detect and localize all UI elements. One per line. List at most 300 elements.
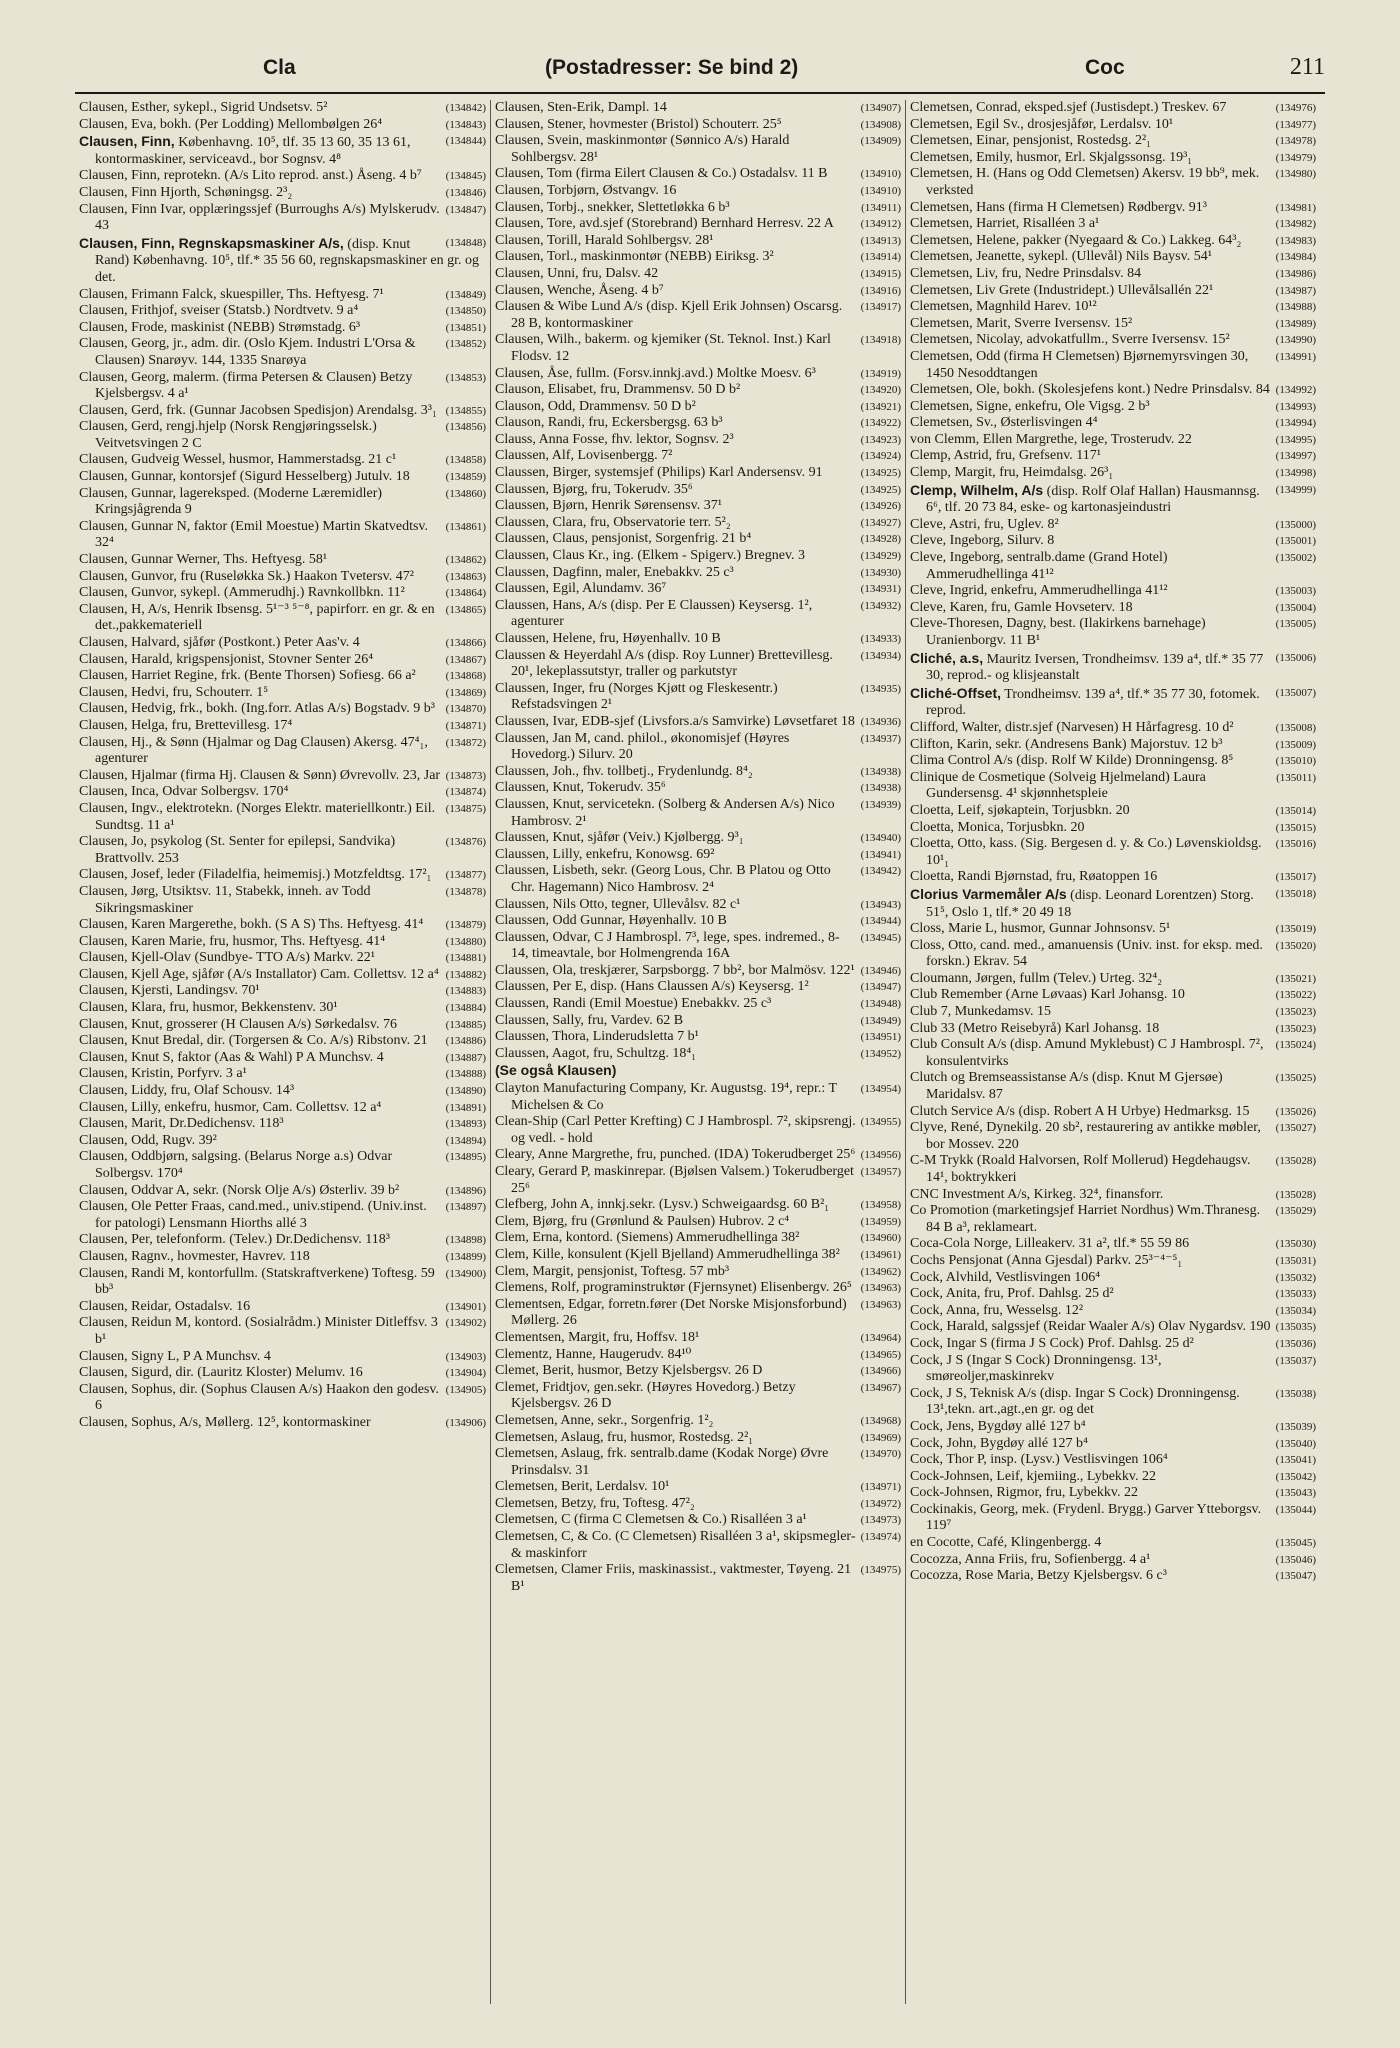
listing-entry (495, 1013, 901, 1030)
entry-details: (Sundbye- TTO A/s) Markv. 22¹ (194, 950, 375, 966)
listing-entry (495, 366, 901, 383)
entry-number: (134853) (445, 371, 486, 384)
entry-details: fullm. (Forsv.innkj.avd.) Moltke Moesv. 6³ (575, 365, 816, 381)
entry-details: disp. (Hans Claussen A/s) Keysersg. 1² (590, 979, 809, 995)
entry-details: fru, husmor, Rostedsg. 2²₁ (607, 1429, 754, 1445)
entry-details: servicetekn. (Solberg & Andersen A/s) Nico Hambrosv. 2¹ (511, 796, 835, 829)
entry-details: sjåfør (Veiv.) Kjølbergg. 9³₁ (587, 830, 744, 846)
listing-entry (910, 150, 1316, 167)
column-1 (75, 100, 490, 2004)
entry-name: Cocozza, Anna Friis, (910, 1551, 1028, 1567)
entry-name: Clemp, Wilhelm, A/s (910, 481, 1044, 498)
entry-name: Clausen, Finn Hjorth, (79, 184, 201, 200)
listing-entry (495, 1413, 901, 1430)
entry-name: Clifton, Karin, (910, 736, 993, 752)
listing-entry (910, 517, 1316, 534)
entry-number: (134866) (445, 637, 486, 649)
entry-number: (134851) (445, 321, 486, 334)
entry-details: cand. med., amanuensis (Univ. inst. for eksp. med. forskn.) Ekrav. 54 (926, 937, 1263, 970)
listing-entry (910, 1419, 1316, 1436)
entry-number: (134925) (860, 467, 901, 480)
entry-details: fru, Observatorie terr. 5²₂ (589, 514, 731, 530)
listing-entry (910, 100, 1316, 117)
entry-details: kontorsjef (Sigurd Hesselberg) Jutulv. 18 (179, 469, 410, 485)
entry-name: Cochs Pensjonat (910, 1252, 1003, 1268)
listing-entry (910, 283, 1316, 300)
entry-number: (135002) (1275, 552, 1316, 565)
listing-entry (910, 753, 1316, 770)
entry-details: salgsing. (Belarus Norge a.s) Odvar Solbergsv. 170⁴ (95, 1149, 393, 1181)
entry-number: (134943) (860, 898, 901, 911)
listing-entry (495, 565, 901, 582)
entry-number: (134980) (1275, 168, 1316, 181)
entry-number: (134967) (860, 1381, 901, 1394)
entry-number: (134921) (860, 400, 901, 413)
entry-details: Rugv. 39² (162, 1132, 217, 1148)
entry-name: Clemetsen, Odd (910, 348, 1001, 364)
entry-details: Københavng. 10⁵, tlf. 35 13 60, 35 13 61, kontormaskiner, serviceavd., bor Sognsv. 4⁸ (95, 135, 411, 167)
entry-number: (134945) (860, 931, 901, 944)
entry-number: (134878) (445, 885, 486, 898)
entry-details: A/s (disp. Per E Claussen) Keysersg. 1², agenturer (511, 597, 813, 630)
entry-name: Claussen, Odvar, (495, 929, 591, 945)
entry-number: (134860) (445, 487, 486, 500)
entry-details: enkefru, Ole Vigsg. 2 b³ (1015, 398, 1150, 414)
entry-name: Claussen, Helene, (495, 631, 596, 646)
entry-details: fru, Dalsv. 42 (582, 265, 659, 281)
entry-name: Clausen, Esther, (79, 100, 170, 115)
entry-name: Clausen, Hjalmar (79, 767, 177, 783)
listing-entry (79, 950, 486, 967)
entry-details: frk., bokh. (Ing.forr. Atlas A/s) Bogstadv. 9 b³ (179, 701, 435, 717)
entry-number: (134876) (445, 836, 486, 849)
listing-entry (910, 399, 1316, 416)
listing-entry (495, 1363, 901, 1380)
listing-entry (495, 1230, 901, 1247)
entry-number: (134930) (860, 566, 901, 579)
entry-number: (134865) (445, 603, 486, 616)
entry-details: (Industridept.) Ullevålsallén 22¹ (1033, 282, 1214, 298)
entry-name: Cloetta, Randi Bjørnstad, (910, 869, 1053, 885)
entry-details: sekr. (Norsk Olje A/s) Østerliv. 39 b² (192, 1182, 400, 1198)
entry-name: Cleve, Ingrid, (910, 583, 988, 599)
entry-number: (134986) (1275, 267, 1316, 280)
entry-name: Clemetsen, Einar, (910, 133, 1010, 149)
entry-name: Cleve, Ingeborg, (910, 550, 1004, 566)
listing-entry (495, 166, 901, 183)
entry-details: Mauritz Iversen, Trondheimsv. 139 a⁴, tlf.* 35 77 30, reprod.- og klisjeanstalt (926, 651, 1264, 684)
entry-details: hovmester, Havrev. 118 (177, 1248, 310, 1264)
listing-entry (79, 1349, 486, 1366)
entry-name: Clausen, Frimann Falck, (79, 286, 217, 302)
entry-number: (134973) (860, 1514, 901, 1527)
listing-entry (910, 1469, 1316, 1486)
entry-number: (135015) (1275, 821, 1316, 834)
entry-details: maskinrepar. (Bjølsen Valsem.) Tokerudberget 25⁶ (511, 1164, 854, 1196)
entry-number: (134871) (445, 719, 486, 732)
listing-entry (79, 1116, 486, 1133)
entry-name: Clausen, Ragnv., (79, 1248, 174, 1264)
entry-name: Clausen, Finn, (79, 168, 161, 184)
listing-entry (79, 1100, 486, 1117)
listing-entry (79, 1149, 486, 1182)
entry-number: (135027) (1275, 1122, 1316, 1135)
entry-details: mek. (Frydenl. Brygg.) Garver Ytteborgsv. 119⁷ (926, 1501, 1262, 1534)
entry-name: Clemetsen, Berit, (495, 1479, 593, 1495)
entry-name: Clemp, Astrid, (910, 448, 993, 464)
listing-entry (910, 332, 1316, 349)
entry-details: fru, Olaf Schousv. 14³ (170, 1083, 295, 1099)
entry-name: Clemetsen, Clamer Friis, (495, 1562, 635, 1578)
entry-number: (134913) (860, 234, 901, 247)
listing-entry (495, 930, 901, 963)
entry-name: Claussen, Bjørg, (495, 481, 588, 497)
entry-number: (134894) (445, 1134, 486, 1147)
entry-number: (134880) (445, 935, 486, 948)
entry-details: dir. (Torgersen & Co. A/s) Ribstonv. 21 (206, 1033, 428, 1049)
entry-number: (135029) (1275, 1205, 1316, 1218)
entry-number: (134870) (445, 703, 486, 716)
listing-entry (79, 1249, 486, 1266)
entry-number: (134978) (1275, 135, 1316, 148)
listing-entry (79, 202, 486, 235)
entry-name: Clemetsen, Ole, (910, 382, 1000, 398)
entry-number: (134891) (445, 1101, 486, 1114)
entry-number: (134887) (445, 1051, 486, 1064)
listing-entry (79, 419, 486, 452)
entry-name: Clemet, Berit, (495, 1363, 574, 1379)
entry-details: fru, Eckersbergsg. 63 b³ (588, 415, 723, 431)
entry-name: Clausen, Ingv., (79, 800, 163, 816)
entry-name: Clemetsen, Aslaug, (495, 1446, 604, 1462)
entry-name: Claussen, Thora, (495, 1029, 590, 1045)
entry-details: sveiser (Statsb.) Nordtvetv. 9 a⁴ (180, 303, 359, 319)
entry-name: Clem, Margit, (495, 1263, 574, 1279)
entry-name: Clemetsen, Liv Grete (910, 282, 1031, 298)
entry-details: Harev. 10¹² (1034, 299, 1097, 315)
entry-number: (134879) (445, 919, 486, 932)
listing-entry (910, 1436, 1316, 1453)
entry-details: (firma H Clemetsen) Rødbergv. 91³ (1008, 199, 1207, 215)
entry-name: Cliché-Offset, (910, 684, 1002, 701)
listing-entry (79, 185, 486, 202)
entry-number: (134951) (860, 1031, 901, 1044)
entry-name: Clausen, Frithjof, (79, 303, 178, 319)
entry-number: (135030) (1275, 1238, 1316, 1251)
entry-name: Claussen, Lilly, (495, 846, 583, 862)
entry-details: fru, Sofienbergg. 4 a¹ (1030, 1551, 1151, 1567)
entry-name: Clausen, Torl., (495, 249, 577, 265)
listing-entry (79, 718, 486, 735)
entry-details: (Carl Petter Krefting) C J Hambrospl. 7², skipsrengj. og vedl. - hold (511, 1114, 856, 1146)
listing-entry (79, 784, 486, 801)
entry-number: (134844) (445, 135, 486, 148)
listing-entry (495, 233, 901, 250)
entry-name: Clausen, Helga, (79, 717, 169, 733)
listing-entry (79, 735, 486, 768)
entry-number: (134958) (860, 1199, 901, 1212)
entry-details: husmor, Betzy Kjelsbergsv. 26 D (577, 1363, 763, 1379)
entry-number: (134966) (860, 1365, 901, 1378)
entry-name: CNC Investment A/s, (910, 1186, 1031, 1202)
header-first-entry: Cla (263, 56, 296, 79)
entry-number: (135026) (1275, 1105, 1316, 1118)
entry-details: (disp. Rolf Olaf Hallan) Hausmannsg. 6⁶, tlf. 20 73 84, eske- og kartonasjeindustri (926, 483, 1260, 516)
entry-details: maskinist (NEBB) Strømstadg. 6³ (170, 319, 361, 335)
entry-details: drosjesjåfør, Lerdalsv. 10¹ (1027, 116, 1174, 132)
entry-number: (135040) (1275, 1437, 1316, 1450)
entry-details: (Solveig Hjelmeland) Laura Gundersensg. 4¹ skjønnhetspleie (926, 769, 1206, 802)
entry-number: (135024) (1275, 1039, 1316, 1052)
entry-name: Claussen, Joh., (495, 763, 579, 779)
entry-details: bokh. (S A S) Ths. Heftyesg. 41⁴ (240, 917, 424, 933)
entry-number: (134864) (445, 587, 486, 600)
entry-number: (134960) (860, 1232, 901, 1245)
listing-entry (910, 1353, 1316, 1386)
entry-details: Utsiktsv. 11, Stabekk, inneh. av Todd Sikringsmaskiner (95, 883, 371, 916)
entry-details: Henrik Sørensensv. 37¹ (591, 498, 722, 514)
entry-number: (135031) (1275, 1254, 1316, 1267)
listing-entry (910, 720, 1316, 737)
entry-number: (134911) (861, 201, 901, 214)
entry-number: (134969) (860, 1431, 901, 1444)
entry-details: fru, husmor, Ths. Heftyesg. 41⁴ (209, 933, 386, 949)
entry-number: (134845) (445, 170, 486, 183)
entry-details: Lerdalsv. 10¹ (596, 1479, 670, 1495)
entry-name: Clausen, Finn Ivar, (79, 201, 186, 217)
listing-entry (910, 1004, 1316, 1021)
entry-name: Clemetsen, C (495, 1512, 571, 1528)
entry-number: (134862) (445, 554, 486, 567)
entry-details: sentralb.dame (Grand Hotel) Ammerudhellinga 41¹² (926, 550, 1168, 582)
entry-details: treskjærer, Sarpsborgg. 7 bb², bor Malmösv. 122¹ (579, 962, 855, 978)
listing-entry (495, 216, 901, 233)
entry-number: (134981) (1275, 201, 1316, 214)
entry-number: (134977) (1275, 118, 1316, 131)
listing-entry (910, 1203, 1316, 1236)
entry-number: (135028) (1275, 1188, 1316, 1201)
entry-name: Cock, Thor P, (910, 1452, 987, 1468)
entry-name: Claussen, Claus, (495, 531, 588, 547)
listing-entry (79, 287, 486, 304)
entry-details: Bygdøy allé 127 b⁴ (980, 1435, 1088, 1451)
listing-entry (495, 1029, 901, 1046)
page-number: 211 (1289, 54, 1325, 80)
entry-number: (135033) (1275, 1288, 1316, 1301)
entry-name: Clausen, H, A/s, (79, 601, 171, 617)
entry-number: (134932) (860, 599, 901, 612)
entry-name: Clausen, Finn, Regnskapsmaskiner A/s, (79, 234, 344, 251)
entry-details: elektrotekn. (Norges Elektr. materiellkontr.) Eil. Sundtsg. 11 a¹ (95, 800, 436, 833)
entry-details: fru, Tokerudv. 35⁶ (591, 481, 693, 497)
listing-entry (495, 764, 901, 781)
entry-number: (134850) (445, 305, 486, 318)
entry-number: (134881) (445, 952, 486, 965)
entry-details: forretn.fører (Det Norske Misjonsforbund) Møllerg. 26 (511, 1296, 847, 1329)
entry-name: Clausen, Klara, (79, 1000, 166, 1016)
entry-number: (134989) (1275, 317, 1316, 330)
entry-name: Clem, Kille, (495, 1246, 564, 1262)
listing-entry (79, 1050, 486, 1067)
listing-entry (79, 303, 486, 320)
entry-details: (disp. Rolf W Kilde) Dronningensg. 8⁵ (1016, 753, 1234, 769)
entry-name: Clausen, Knut Bredal, (79, 1033, 204, 1049)
listing-entry (79, 1315, 486, 1348)
entry-name: Claussen, Per E, (495, 979, 587, 995)
listing-entry (910, 133, 1316, 150)
entry-name: Clausen, Tore, (495, 216, 576, 232)
entry-name: von Clemm, Ellen Margrethe, (910, 431, 1078, 447)
entry-name: Clausen, Sigurd, (79, 1365, 172, 1381)
entry-name: Clausen, Gunnar, (79, 469, 177, 485)
entry-details: fru, Uglev. 8² (983, 516, 1059, 532)
entry-name: Clausen, Kjell-Olav (79, 950, 191, 966)
listing-entry (79, 1415, 486, 1432)
entry-number: (134999) (1275, 483, 1316, 496)
entry-details: fru, Lybekkv. 22 (1045, 1485, 1138, 1501)
listing-entry (79, 100, 486, 117)
entry-details: (disp. Knut M Gjersøe) Maridalsv. 87 (926, 1070, 1223, 1103)
entry-name: Clauson, Odd, (495, 398, 576, 414)
entry-name: Clemetsen, Egil Sv., (910, 116, 1024, 132)
entry-name: Clausen, Tom (495, 166, 573, 182)
entry-number: (134900) (445, 1267, 486, 1280)
entry-number: (134912) (860, 218, 901, 231)
entry-number: (135041) (1275, 1454, 1316, 1467)
entry-number: (135018) (1275, 887, 1316, 900)
entry-number: (134946) (860, 964, 901, 977)
entry-name: Clementsen, Margit, (495, 1329, 610, 1345)
listing-entry (495, 432, 901, 449)
entry-details: faktor (Aas & Wahl) P A Munchsv. 4 (177, 1049, 384, 1065)
listing-entry (495, 482, 901, 499)
entry-number: (134855) (445, 404, 486, 417)
entry-number: (134979) (1275, 151, 1316, 164)
entry-name: Clemetsen, Harriet, (910, 216, 1020, 232)
entry-name: Clemetsen, Betzy, (495, 1495, 597, 1511)
listing-entry (910, 533, 1316, 550)
entry-number: (134904) (445, 1367, 486, 1380)
entry-number: (134923) (860, 433, 901, 446)
listing-entry (910, 117, 1316, 134)
entry-number: (135017) (1275, 871, 1316, 884)
entry-number: (134956) (860, 1149, 901, 1162)
entry-number: (134846) (445, 186, 486, 199)
entry-name: Cloetta, Monica, (910, 819, 1004, 835)
entry-name: Clausen, Kristin, (79, 1066, 174, 1082)
entry-number: (134987) (1275, 284, 1316, 297)
entry-number: (135000) (1275, 518, 1316, 531)
entry-name: Clausen, Marit, (79, 1116, 166, 1132)
entry-number: (135023) (1275, 1006, 1316, 1019)
entry-name: Clausen, Gerd, (79, 419, 163, 435)
listing-entry (79, 117, 486, 134)
entry-number: (135045) (1275, 1537, 1316, 1550)
entry-name: Claussen, Ola, (495, 962, 577, 978)
entry-number: (135011) (1276, 771, 1316, 784)
entry-details: telefonform. (Telev.) Dr.Dedichensv. 118³ (156, 1232, 390, 1248)
listing-entry (495, 1529, 901, 1562)
entry-name: Claussen, Egil, (495, 581, 580, 597)
entry-number: (135039) (1275, 1420, 1316, 1433)
listing-entry (910, 836, 1316, 869)
entry-details: frk. (Gunnar Jacobsen Spedisjon) Arendalsg. 3³₁ (166, 402, 437, 418)
entry-name: Clausen, Ole Petter Fraas, (79, 1199, 225, 1215)
entry-number: (135006) (1275, 651, 1316, 664)
entry-details: Risalléen 3 a¹ (1022, 216, 1100, 232)
entry-number: (134938) (860, 765, 901, 778)
entry-name: Clemetsen, Jeanette, (910, 249, 1025, 265)
entry-name: Clemens, Rolf, (495, 1280, 580, 1296)
entry-number: (134898) (445, 1234, 486, 1247)
entry-name: (Se også Klausen) (495, 1062, 617, 1079)
entry-details: krigspensjonist, Stovner Senter 26⁴ (176, 651, 374, 667)
entry-name: Cloumann, Jørgen, (910, 970, 1016, 986)
entry-name: Claussen, Inger, (495, 680, 586, 696)
entry-number: (134925) (860, 483, 901, 496)
entry-name: Claussen, Jan M, (495, 730, 591, 746)
listing-entry (910, 1386, 1316, 1419)
entry-name: Clemetsen, Marit, (910, 315, 1011, 331)
entry-details: skuespiller, Ths. Heftyesg. 7¹ (220, 286, 384, 302)
entry-number: (134905) (445, 1383, 486, 1396)
entry-name: Clausen, Gunvor, (79, 585, 177, 601)
entry-number: (134926) (860, 500, 901, 513)
entry-details: Kr. Augustsg. 19⁴, repr.: T Michelsen & Co (511, 1081, 837, 1113)
entry-name: Clausen, Finn, (79, 133, 175, 150)
entry-details: (Metro Reisebyrå) Karl Johansg. 18 (958, 1020, 1160, 1036)
listing-entry (495, 963, 901, 980)
entry-number: (134954) (860, 1083, 901, 1096)
entry-details: Bygdøy allé 127 b⁴ (977, 1418, 1086, 1434)
entry-name: Clima Control A/s (910, 753, 1013, 769)
listing-entry (79, 370, 486, 403)
listing-entry (910, 1319, 1316, 1336)
entry-number: (134893) (445, 1118, 486, 1131)
entry-name: Clausen, Torbjørn, (495, 182, 600, 198)
entry-details: enkefru, Ammerudhellinga 41¹² (990, 583, 1168, 599)
listing-entry (79, 652, 486, 669)
entry-name: Clemetsen, H. (910, 166, 990, 182)
entry-name: Claussen, Randi (495, 996, 586, 1012)
listing-entry (910, 1552, 1316, 1569)
entry-number: (134959) (860, 1215, 901, 1228)
entry-name: Cockinakis, Georg, (910, 1501, 1019, 1517)
entry-name: Clausen, Gudveig Wessel, (79, 452, 226, 468)
entry-name: Claussen, Clara, (495, 514, 587, 530)
entry-details: maskinmontør (Sønnico A/s) Harald Sohlbergsv. 28¹ (511, 133, 790, 165)
entry-number: (134924) (860, 450, 901, 463)
listing-entry (495, 1197, 901, 1214)
entry-number: (134915) (860, 267, 901, 280)
listing-entry (910, 685, 1316, 720)
listing-entry (495, 183, 901, 200)
listing-entry (495, 830, 901, 847)
entry-name: Clausen, Inca, (79, 784, 159, 800)
entry-details: husmor, Gunnar Johnsonsv. 5¹ (1000, 921, 1171, 937)
entry-details: reprotekn. (A/s Lito reprod. anst.) Åseng. 4 b⁷ (163, 168, 422, 184)
listing-entry (495, 382, 901, 399)
entry-details: Dampl. 14 (607, 100, 667, 115)
entry-details: opplæringssjef (Burroughs A/s) Mylskerudv. 43 (95, 201, 440, 234)
entry-number: (134957) (860, 1166, 901, 1178)
entry-number: (135003) (1275, 585, 1316, 598)
entry-details: Landingsv. 70¹ (176, 983, 260, 999)
entry-details: (disp. Leonard Lorentzen) Storg. 51⁵, Oslo 1, tlf.* 20 49 18 (926, 887, 1254, 920)
entry-name: Clausen, Oddvar A, (79, 1182, 190, 1198)
entry-number: (134934) (860, 649, 901, 662)
entry-details: husmor, Erl. Skjalgssonsg. 19³₁ (1016, 149, 1193, 165)
